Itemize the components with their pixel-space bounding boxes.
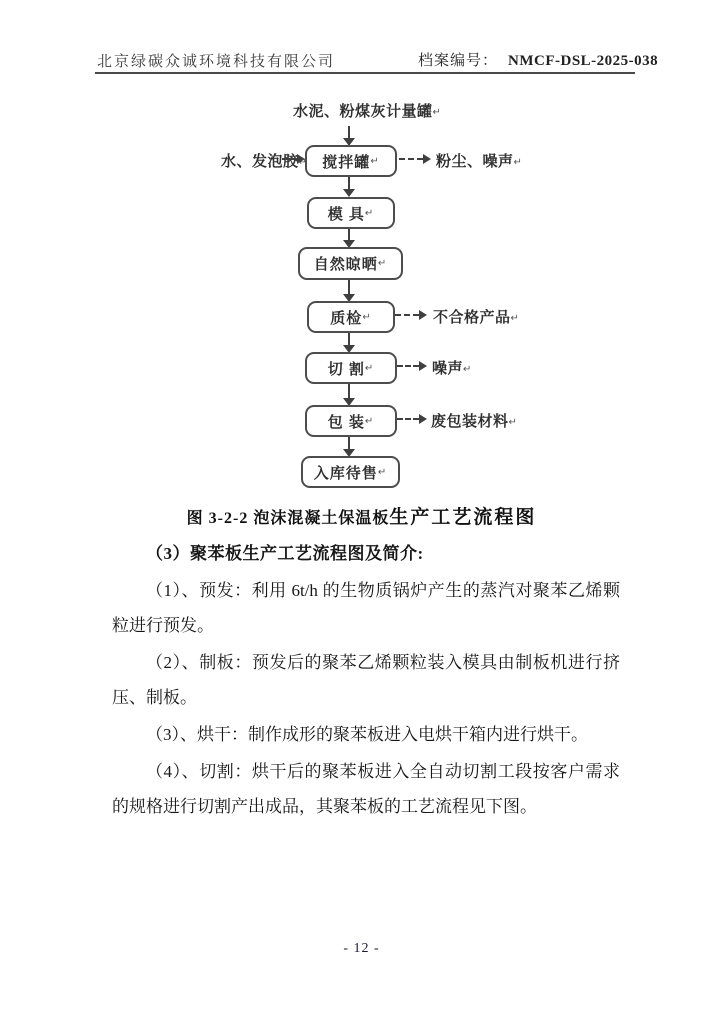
paragraph-cutting: （4）、切割：烘干后的聚苯板进入全自动切割工段按客户需求的规格进行切割产出成品，其聚苯板的工艺流程见下图。 xyxy=(112,762,620,816)
return-mark: ↵ xyxy=(364,362,375,374)
flowchart-source-label xyxy=(293,100,441,121)
archive-label: 档案编号： xyxy=(418,53,499,69)
arrow-down-icon xyxy=(343,189,355,197)
figure-caption xyxy=(0,502,723,529)
box-label: 质检 xyxy=(330,309,363,327)
emission-text: 噪声 xyxy=(432,360,464,377)
figure-caption-number: 图 3-2-2 泡沫混凝土保温板 xyxy=(186,510,390,527)
flowchart-input-label xyxy=(221,150,307,171)
box-label: 包 装 xyxy=(327,413,365,431)
return-mark: ↵ xyxy=(364,415,375,427)
box-label: 搅拌罐 xyxy=(322,153,371,171)
arrow-right-icon xyxy=(419,361,427,371)
process-box-natural-drying xyxy=(298,247,403,280)
emission-label-waste-packaging xyxy=(431,410,517,431)
process-box-packing xyxy=(305,405,397,437)
paragraph-board-making: （2）、制板：预发后的聚苯乙烯颗粒装入模具由制板机进行挤压、制板。 xyxy=(112,653,620,707)
process-box-cutting xyxy=(305,352,397,384)
emission-label-noise xyxy=(432,357,472,378)
box-label: 自然晾晒 xyxy=(313,256,378,273)
page-number: - 12 - xyxy=(343,941,380,956)
header-archive xyxy=(418,49,658,70)
emission-label-dust-noise xyxy=(436,150,522,171)
return-mark: ↵ xyxy=(510,313,520,324)
process-box-mixing-tank xyxy=(305,145,397,177)
return-mark: ↵ xyxy=(377,466,388,478)
process-box-quality-check xyxy=(307,301,395,333)
section-heading: （3）聚苯板生产工艺流程图及简介: xyxy=(146,544,424,563)
return-mark: ↵ xyxy=(298,157,308,168)
figure-caption-title: 生产工艺流程图 xyxy=(389,507,537,528)
body-text xyxy=(112,536,620,826)
arrow-right-icon xyxy=(419,414,427,424)
emission-text: 废包装材料 xyxy=(431,413,509,430)
return-mark: ↵ xyxy=(432,107,442,118)
arrow-line xyxy=(348,126,350,138)
header-company-name: 北京绿碳众诚环境科技有限公司 xyxy=(97,54,336,70)
arrow-right-icon xyxy=(419,310,427,320)
return-mark: ↵ xyxy=(370,155,380,167)
return-mark: ↵ xyxy=(362,311,372,323)
box-label: 入库待售 xyxy=(313,464,378,482)
dashed-arrow-line xyxy=(399,158,423,160)
header-rule xyxy=(95,72,635,74)
emission-text: 粉尘、噪声 xyxy=(436,153,514,170)
process-box-mold xyxy=(307,197,395,229)
return-mark: ↵ xyxy=(377,258,388,269)
box-label: 模 具 xyxy=(327,205,365,223)
return-mark: ↵ xyxy=(364,207,375,219)
arrow-right-icon xyxy=(423,154,431,164)
emission-text: 不合格产品 xyxy=(433,309,511,326)
return-mark: ↵ xyxy=(463,364,472,375)
process-box-storage-for-sale xyxy=(301,456,400,488)
arrow-line xyxy=(282,158,298,160)
dashed-arrow-line xyxy=(397,418,419,420)
return-mark: ↵ xyxy=(508,417,518,428)
source-label-text: 水泥、粉煤灰计量罐 xyxy=(293,103,433,120)
return-mark: ↵ xyxy=(513,157,523,168)
dashed-arrow-line xyxy=(395,314,419,316)
dashed-arrow-line xyxy=(397,365,419,367)
paragraph-prefoaming: （1）、预发：利用 6t/h 的生物质锅炉产生的蒸汽对聚苯乙烯颗粒进行预发。 xyxy=(112,581,620,635)
archive-number: NMCF-DSL-2025-038 xyxy=(508,53,659,69)
emission-label-rejects xyxy=(433,306,519,327)
arrow-right-icon xyxy=(297,154,305,164)
paragraph-drying: （3）、烘干：制作成形的聚苯板进入电烘干箱内进行烘干。 xyxy=(146,725,588,744)
input-label-text: 水、发泡胶 xyxy=(221,153,299,170)
box-label: 切 割 xyxy=(327,360,365,378)
